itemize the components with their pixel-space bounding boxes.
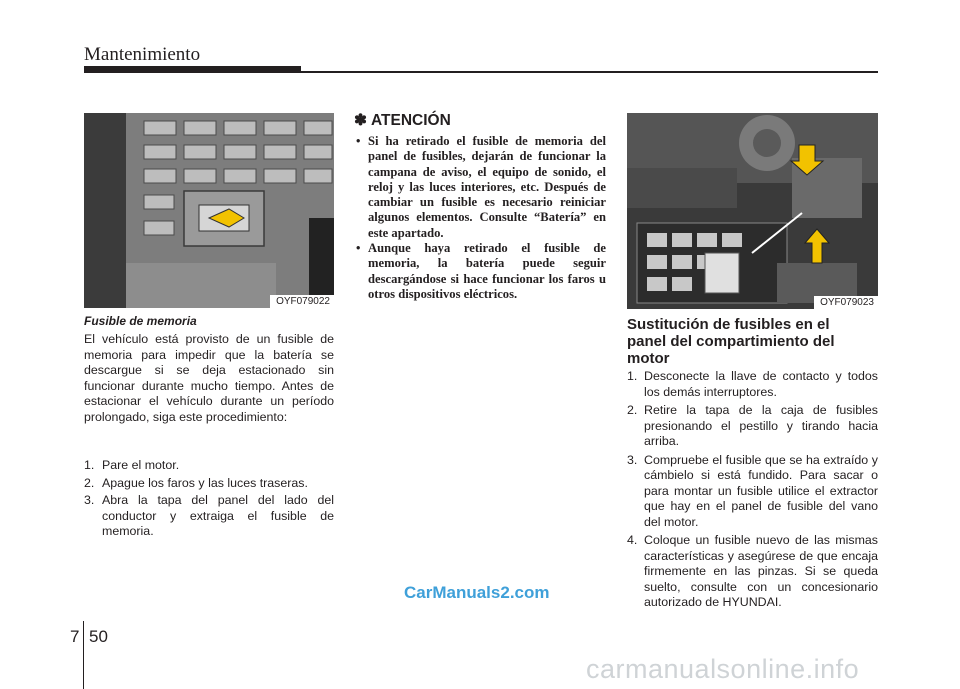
section-header-title: Mantenimiento [84,44,201,65]
list-item: • Si ha retirado el fusible de memoria del panel de fusibles, dejarán de funcionar la campana de aviso, el equipo de sonido, el reloj y las luces interiores, etc. Después de cambiar un fusible es necesario reiniciar algunos elementos. Consulte “Batería” en este apartado. [356,134,606,240]
engine-fuse-steps [627,369,878,614]
figure-caption: Fusible de memoria [84,314,197,328]
memory-fuse-steps [84,458,334,542]
page-number: 50 [89,627,108,646]
header-rule [301,71,878,73]
list-item: 2. Retire la tapa de la caja de fusibles presionando el pestillo y tirando hacia arriba. [627,403,878,448]
header-bar [84,66,301,73]
list-item: • Aunque haya retirado el fusible de memoria, la batería puede seguir descargándose si hace funcionar los faros u otros dispositivos eléctricos. [356,241,606,301]
footer-divider [83,621,84,689]
list-item: 3. Abra la tapa del panel del lado del conductor y extraiga el fusible de memoria. [84,493,334,538]
list-item: 2. Apague los faros y las luces traseras. [84,475,308,490]
watermark-link[interactable]: CarManuals2.com [404,583,550,602]
section-heading: Sustitución de fusibles en el panel del compartimiento del motor [627,316,835,367]
memory-fuse-photo [84,113,334,308]
list-item: 1. Pare el motor. [84,458,180,472]
asterisk-icon: ✽ [354,112,367,129]
chapter-number: 7 [70,627,80,646]
fuse-panel-illustration [84,113,334,308]
engine-fuse-box-photo [627,113,878,309]
engine-compartment-illustration [627,113,878,309]
list-item: 4. Coloque un fusible nuevo de las mismas características y asegúrese de que encaja firmemente en las pinzas. Si se queda suelto, consulte con un concesionario autorizado de HYUNDAI. [627,533,878,609]
warning-title: ✽ ATENCIÓN [354,112,451,129]
warning-list [354,134,606,302]
list-item: 3. Compruebe el fusible que se ha extraído y cámbielo si está fundido. Para sacar o para montar un fusible utilice el extractor que hay en el panel de fusible del vano del motor. [627,452,878,529]
list-item: 1. Desconecte la llave de contacto y todos los demás interruptores. [627,369,878,399]
watermark-text: carmanualsonline.info [586,654,860,684]
figure-code-label: OYF079022 [270,295,334,308]
memory-fuse-paragraph: El vehículo está provisto de un fusible de memoria para impedir que la batería se descargue si se deja estacionado sin funcionar durante mucho tiempo. Antes de estacionar el vehículo durante un período prolongado, siga este procedimiento: [84,332,334,424]
figure-code-label: OYF079023 [814,296,878,309]
